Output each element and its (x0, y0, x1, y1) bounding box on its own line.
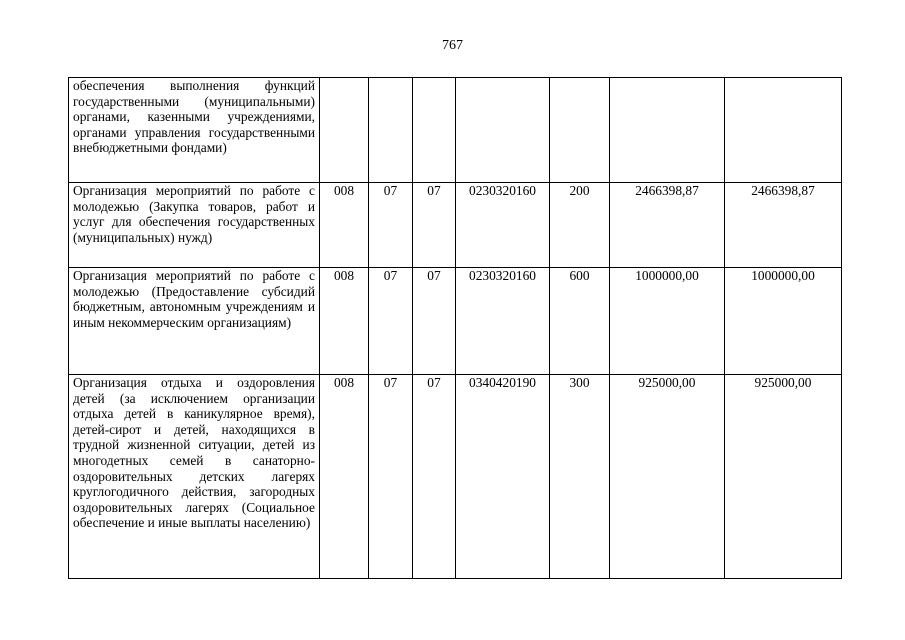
target-article-cell (456, 78, 550, 183)
ministry-code-cell: 008 (320, 268, 369, 375)
section-code-cell (369, 78, 413, 183)
table-row (69, 183, 842, 268)
table-row (69, 78, 842, 183)
expense-type-cell (550, 78, 610, 183)
section-code-cell: 07 (369, 183, 413, 268)
row-description: Организация мероприятий по работе с молодежью (Предоставление субсидий бюджетным, автономным учреждениям и иным некоммерческим организациям) (69, 268, 320, 375)
amount-cell-1: 925000,00 (610, 375, 725, 579)
expense-type-cell: 300 (550, 375, 610, 579)
row-description: Организация мероприятий по работе с молодежью (Закупка товаров, работ и услуг для обеспечения государственных (муниципальных) нужд) (69, 183, 320, 268)
ministry-code-cell: 008 (320, 183, 369, 268)
expense-type-cell: 600 (550, 268, 610, 375)
table-row (69, 375, 842, 579)
row-description: обеспечения выполнения функций государственными (муниципальными) органами, казенными учреждениями, органами управления государственными внебюджетными фондами) (69, 78, 320, 183)
section-code-cell: 07 (369, 375, 413, 579)
subsection-code-cell: 07 (413, 183, 456, 268)
target-article-cell: 0340420190 (456, 375, 550, 579)
target-article-cell: 0230320160 (456, 268, 550, 375)
target-article-cell: 0230320160 (456, 183, 550, 268)
section-code-cell: 07 (369, 268, 413, 375)
subsection-code-cell (413, 78, 456, 183)
table-row (69, 268, 842, 375)
budget-table (68, 77, 842, 579)
amount-cell-2: 1000000,00 (725, 268, 842, 375)
amount-cell-2 (725, 78, 842, 183)
amount-cell-2: 2466398,87 (725, 183, 842, 268)
amount-cell-1: 1000000,00 (610, 268, 725, 375)
ministry-code-cell: 008 (320, 375, 369, 579)
row-description: Организация отдыха и оздоровления детей (за исключением организации отдыха детей в каникулярное время), детей-сирот и детей, находящихся в трудной жизненной ситуации, детей из многодетных семей в санаторно-оздоровительных детских лагерях круглогодичного действия, загородных оздоровительных лагерях (Социальное обеспечение и иные выплаты населению) (69, 375, 320, 579)
amount-cell-1 (610, 78, 725, 183)
amount-cell-2: 925000,00 (725, 375, 842, 579)
amount-cell-1: 2466398,87 (610, 183, 725, 268)
ministry-code-cell (320, 78, 369, 183)
subsection-code-cell: 07 (413, 375, 456, 579)
subsection-code-cell: 07 (413, 268, 456, 375)
page-number: 767 (442, 38, 463, 53)
expense-type-cell: 200 (550, 183, 610, 268)
